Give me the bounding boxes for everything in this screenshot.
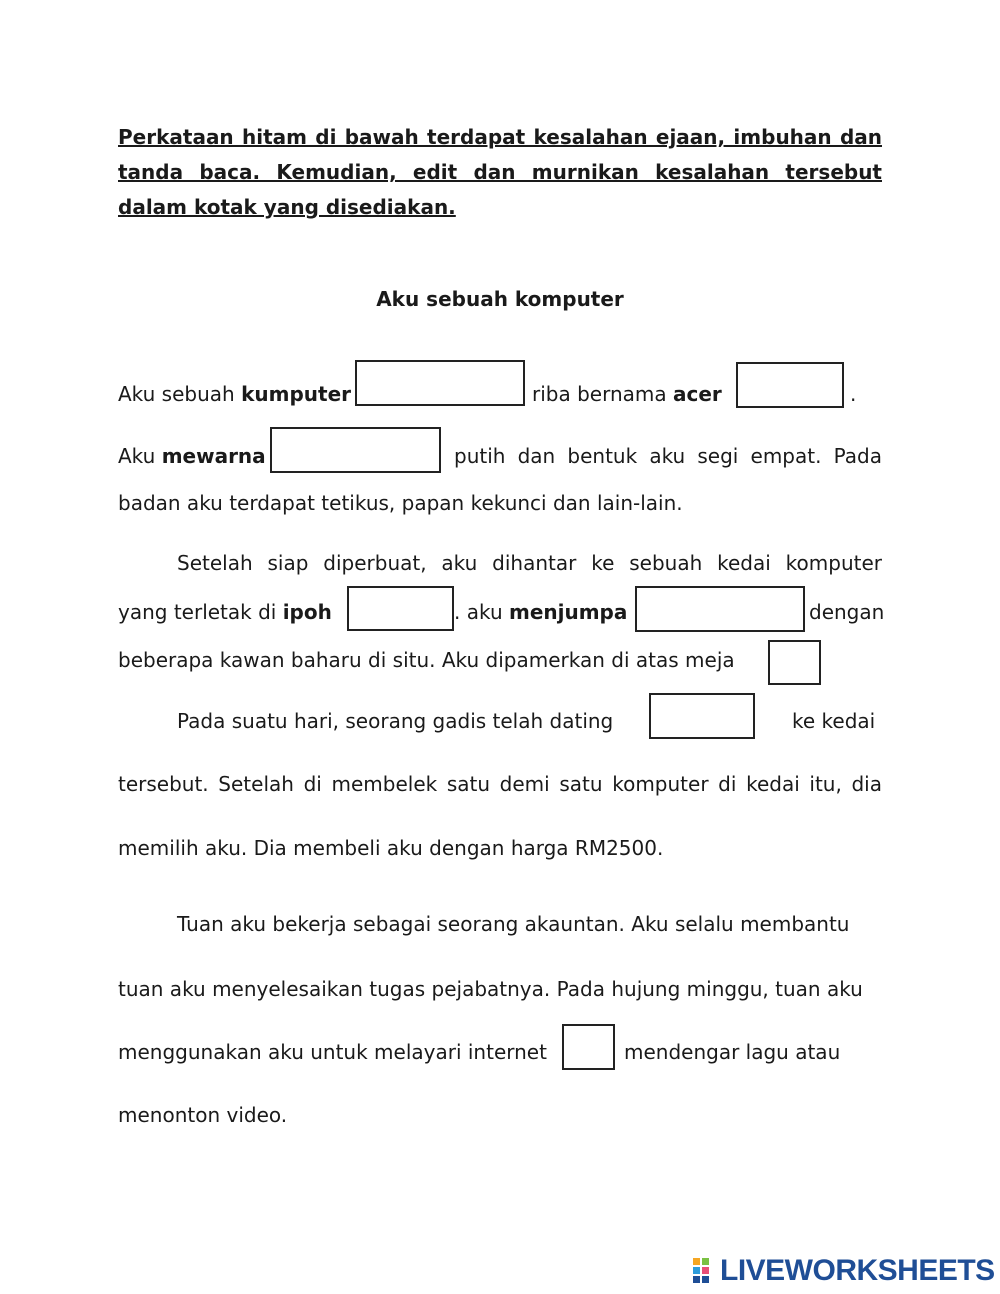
text-span: Aku (118, 444, 162, 468)
para4-line4-text: menonton video. (118, 1103, 288, 1127)
liveworksheets-logo-icon (692, 1255, 718, 1285)
answer-box-2[interactable] (736, 362, 844, 408)
answer-box-7[interactable] (649, 693, 755, 739)
para1-line3-text: badan aku terdapat tetikus, papan kekunci dan lain-lain. (118, 491, 683, 515)
para2-line1-text: Setelah siap diperbuat, aku dihantar ke sebuah kedai komputer (177, 551, 882, 575)
text-span: riba bernama (532, 382, 673, 406)
error-word: mewarna (161, 444, 266, 468)
text-span: Aku sebuah (118, 382, 242, 406)
error-word: menjumpa (508, 600, 628, 624)
para4-line3-text: menggunakan aku untuk melayari internet (118, 1040, 547, 1064)
worksheet-title: Aku sebuah komputer (376, 287, 624, 311)
period-text: . (850, 382, 857, 406)
text-span: . aku (454, 600, 509, 624)
para3-line1-text: Pada suatu hari, seorang gadis telah dating (177, 709, 614, 733)
para4-line2-text: tuan aku menyelesaikan tugas pejabatnya. Pada hujung minggu, tuan aku (118, 977, 863, 1001)
para3-line3-text: memilih aku. Dia membeli aku dengan harga RM2500. (118, 836, 664, 860)
answer-box-6[interactable] (768, 640, 821, 685)
para2-line2-text (118, 600, 332, 624)
para2-line2-text3: dengan (809, 600, 885, 624)
para1-line1-text (118, 382, 351, 406)
error-word: acer (673, 382, 722, 406)
brand-name: LIVEWORKSHEETS (720, 1254, 995, 1287)
error-word: kumputer (241, 382, 351, 406)
answer-box-8[interactable] (562, 1024, 615, 1070)
answer-box-5[interactable] (635, 586, 805, 632)
para2-line2-text2 (454, 600, 627, 624)
para4-line3-text2: mendengar lagu atau (624, 1040, 841, 1064)
text-span: yang terletak di (118, 600, 283, 624)
error-word: ipoh (282, 600, 332, 624)
para1-line1-text2 (532, 382, 722, 406)
answer-box-4[interactable] (347, 586, 454, 631)
para1-line2-text (118, 444, 266, 468)
instruction-text: Perkataan hitam di bawah terdapat kesalahan ejaan, imbuhan dan tanda baca. Kemudian, edit dan murnikan kesalahan tersebut dalam kotak yang disediakan. (118, 125, 882, 219)
para4-line1-text: Tuan aku bekerja sebagai seorang akauntan. Aku selalu membantu (177, 912, 850, 936)
para3-line2-text: tersebut. Setelah di membelek satu demi satu komputer di kedai itu, dia (118, 772, 882, 796)
para2-line3-text: beberapa kawan baharu di situ. Aku dipamerkan di atas meja (118, 648, 735, 672)
answer-box-3[interactable] (270, 427, 441, 473)
para3-line1-text2: ke kedai (792, 709, 876, 733)
para1-line2-text2: putih dan bentuk aku segi empat. Pada (454, 444, 882, 468)
answer-box-1[interactable] (355, 360, 525, 406)
